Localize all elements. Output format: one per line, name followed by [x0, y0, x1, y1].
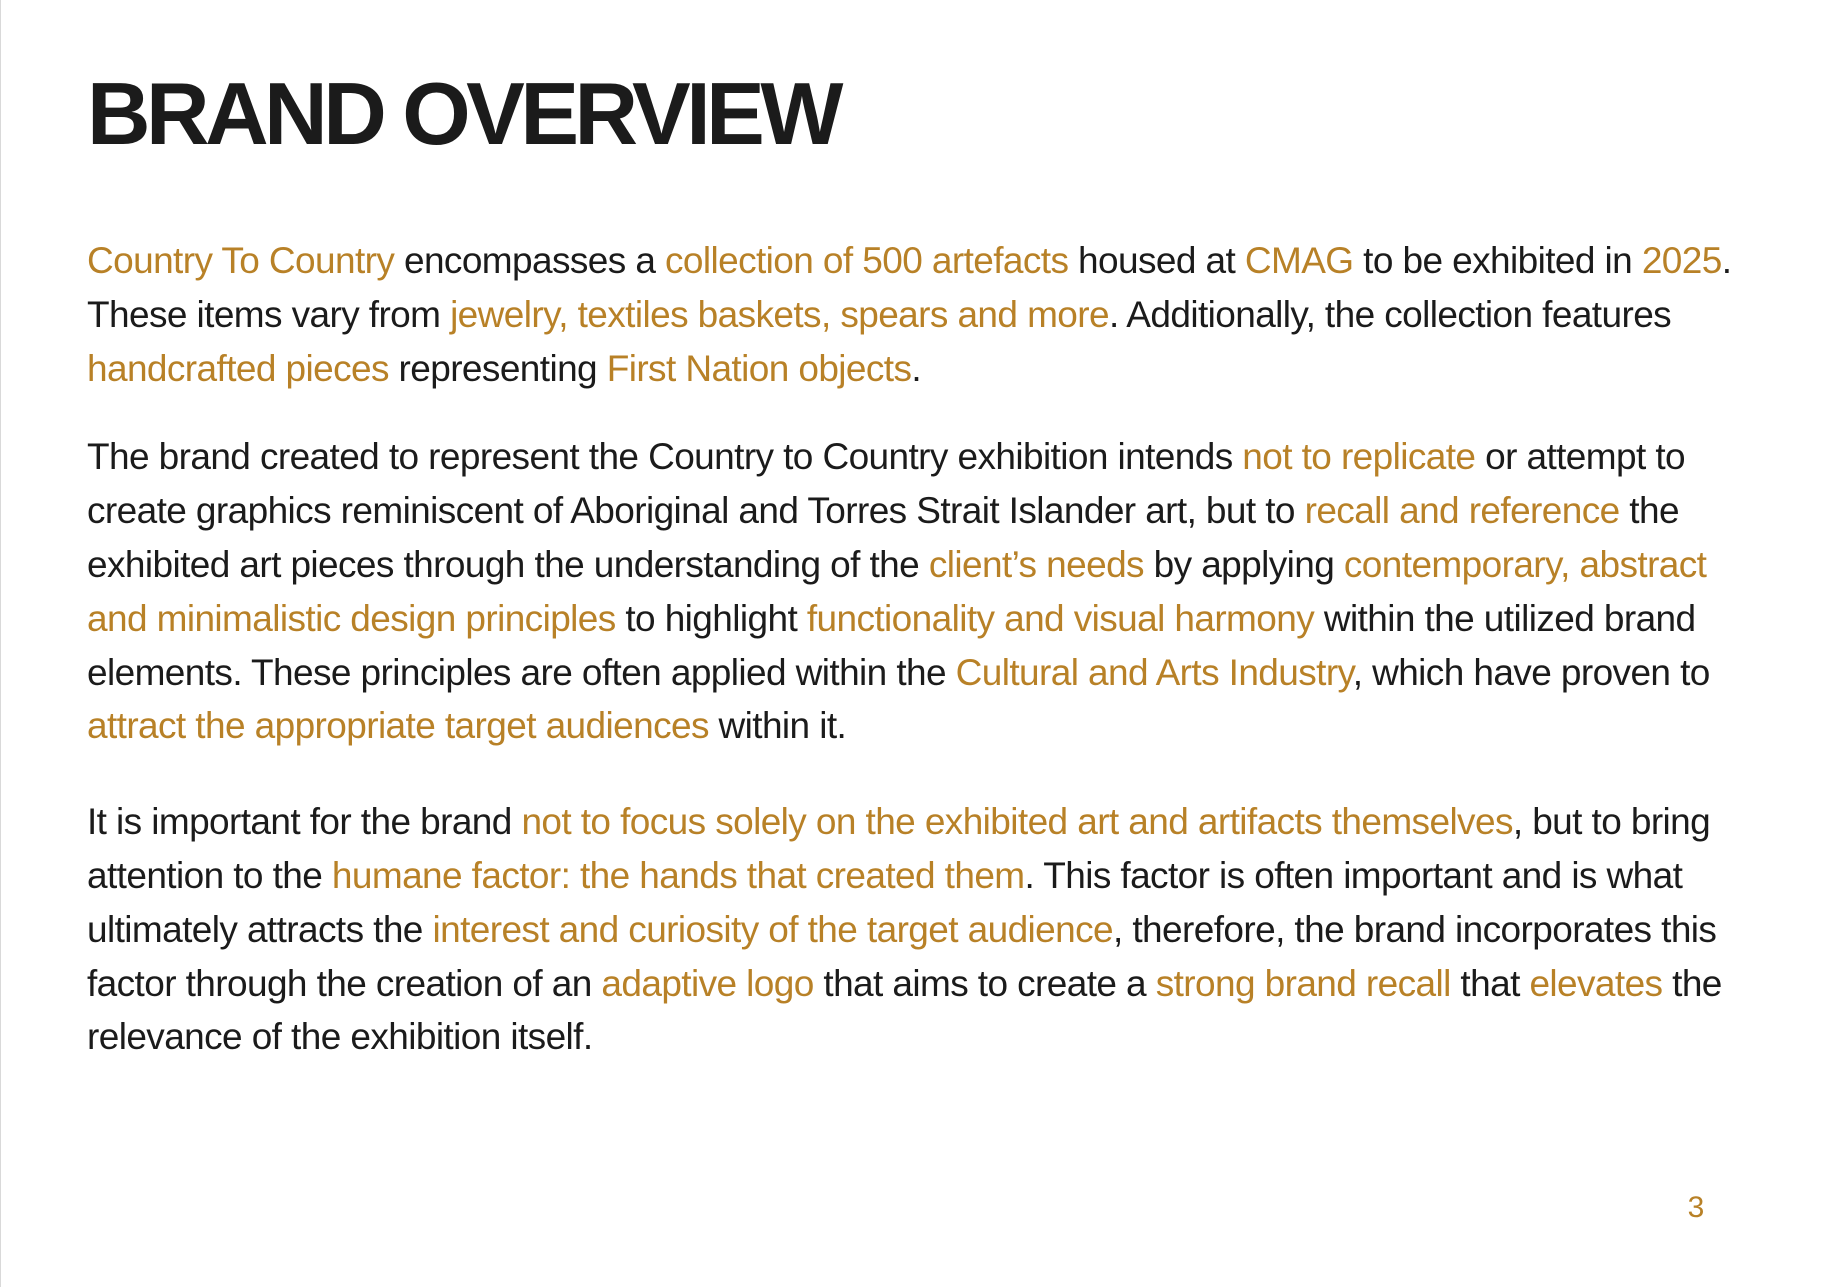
highlight-phrase: recall and reference [1304, 490, 1620, 532]
text-run: , but to bring attention to the [87, 801, 1711, 896]
paragraph-humane-factor [87, 795, 1767, 1064]
highlight-phrase: 2025 [1641, 240, 1722, 281]
text-run: . This factor is often important and is what ultimately attracts the [87, 854, 1683, 950]
text-run: within the utilized brand elements. These principles are often applied within the [87, 597, 1696, 693]
text-run: to be exhibited in [1353, 240, 1642, 281]
text-run: that aims to create a [813, 962, 1156, 1004]
highlight-phrase: Country To Country [87, 240, 395, 281]
text-run: housed at [1068, 240, 1245, 281]
text-run: by applying [1143, 543, 1344, 585]
highlight-phrase: Cultural and Arts Industry [955, 651, 1353, 693]
highlight-phrase: First Nation objects [606, 347, 912, 389]
highlight-phrase: not to focus solely on the exhibited art and artifacts themselves [521, 801, 1513, 843]
page-title: BRAND OVERVIEW [87, 64, 839, 163]
text-run: encompasses a [394, 240, 665, 281]
highlight-phrase: client’s needs [928, 543, 1144, 585]
paragraph-brand-approach [87, 430, 1767, 753]
paragraph-collection-intro [87, 234, 1767, 395]
text-run: within it. [708, 705, 847, 747]
text-run: It is important for the brand [87, 801, 522, 843]
text-run: . Additionally, the collection features [1108, 293, 1672, 335]
text-run: . These items vary from [87, 240, 1732, 335]
text-run: to highlight [615, 597, 807, 639]
body-text [87, 234, 1767, 1064]
highlight-phrase: jewelry, textiles baskets, spears and more [450, 293, 1109, 335]
text-run: The brand created to represent the Country to Country exhibition intends [87, 436, 1243, 478]
text-run: , which have proven to [1352, 651, 1710, 693]
text-run: , therefore, the brand incorporates this factor through the creation of an [87, 908, 1717, 1004]
highlight-phrase: humane factor: the hands that created them [331, 854, 1025, 896]
highlight-phrase: collection of 500 artefacts [665, 240, 1069, 281]
highlight-phrase: interest and curiosity of the target audience [432, 908, 1114, 950]
text-run: representing [388, 347, 607, 389]
text-run: the exhibited art pieces through the understanding of the [87, 490, 1679, 585]
highlight-phrase: adaptive logo [601, 962, 814, 1004]
text-run: that [1450, 962, 1530, 1004]
text-run: or attempt to create graphics reminiscent of Aboriginal and Torres Strait Islander art, but to [87, 436, 1685, 532]
highlight-phrase: not to replicate [1242, 436, 1476, 478]
highlight-phrase: strong brand recall [1155, 962, 1451, 1004]
highlight-phrase: attract the appropriate target audiences [87, 705, 709, 747]
page-number: 3 [1687, 1191, 1705, 1224]
highlight-phrase: elevates [1529, 962, 1663, 1004]
highlight-phrase: functionality and visual harmony [806, 597, 1315, 639]
text-run: the relevance of the exhibition itself. [87, 962, 1722, 1058]
highlight-phrase: contemporary, abstract and minimalistic design principles [87, 543, 1707, 639]
highlight-phrase: CMAG [1244, 240, 1354, 281]
text-run: . [911, 347, 922, 389]
highlight-phrase: handcrafted pieces [87, 347, 389, 389]
